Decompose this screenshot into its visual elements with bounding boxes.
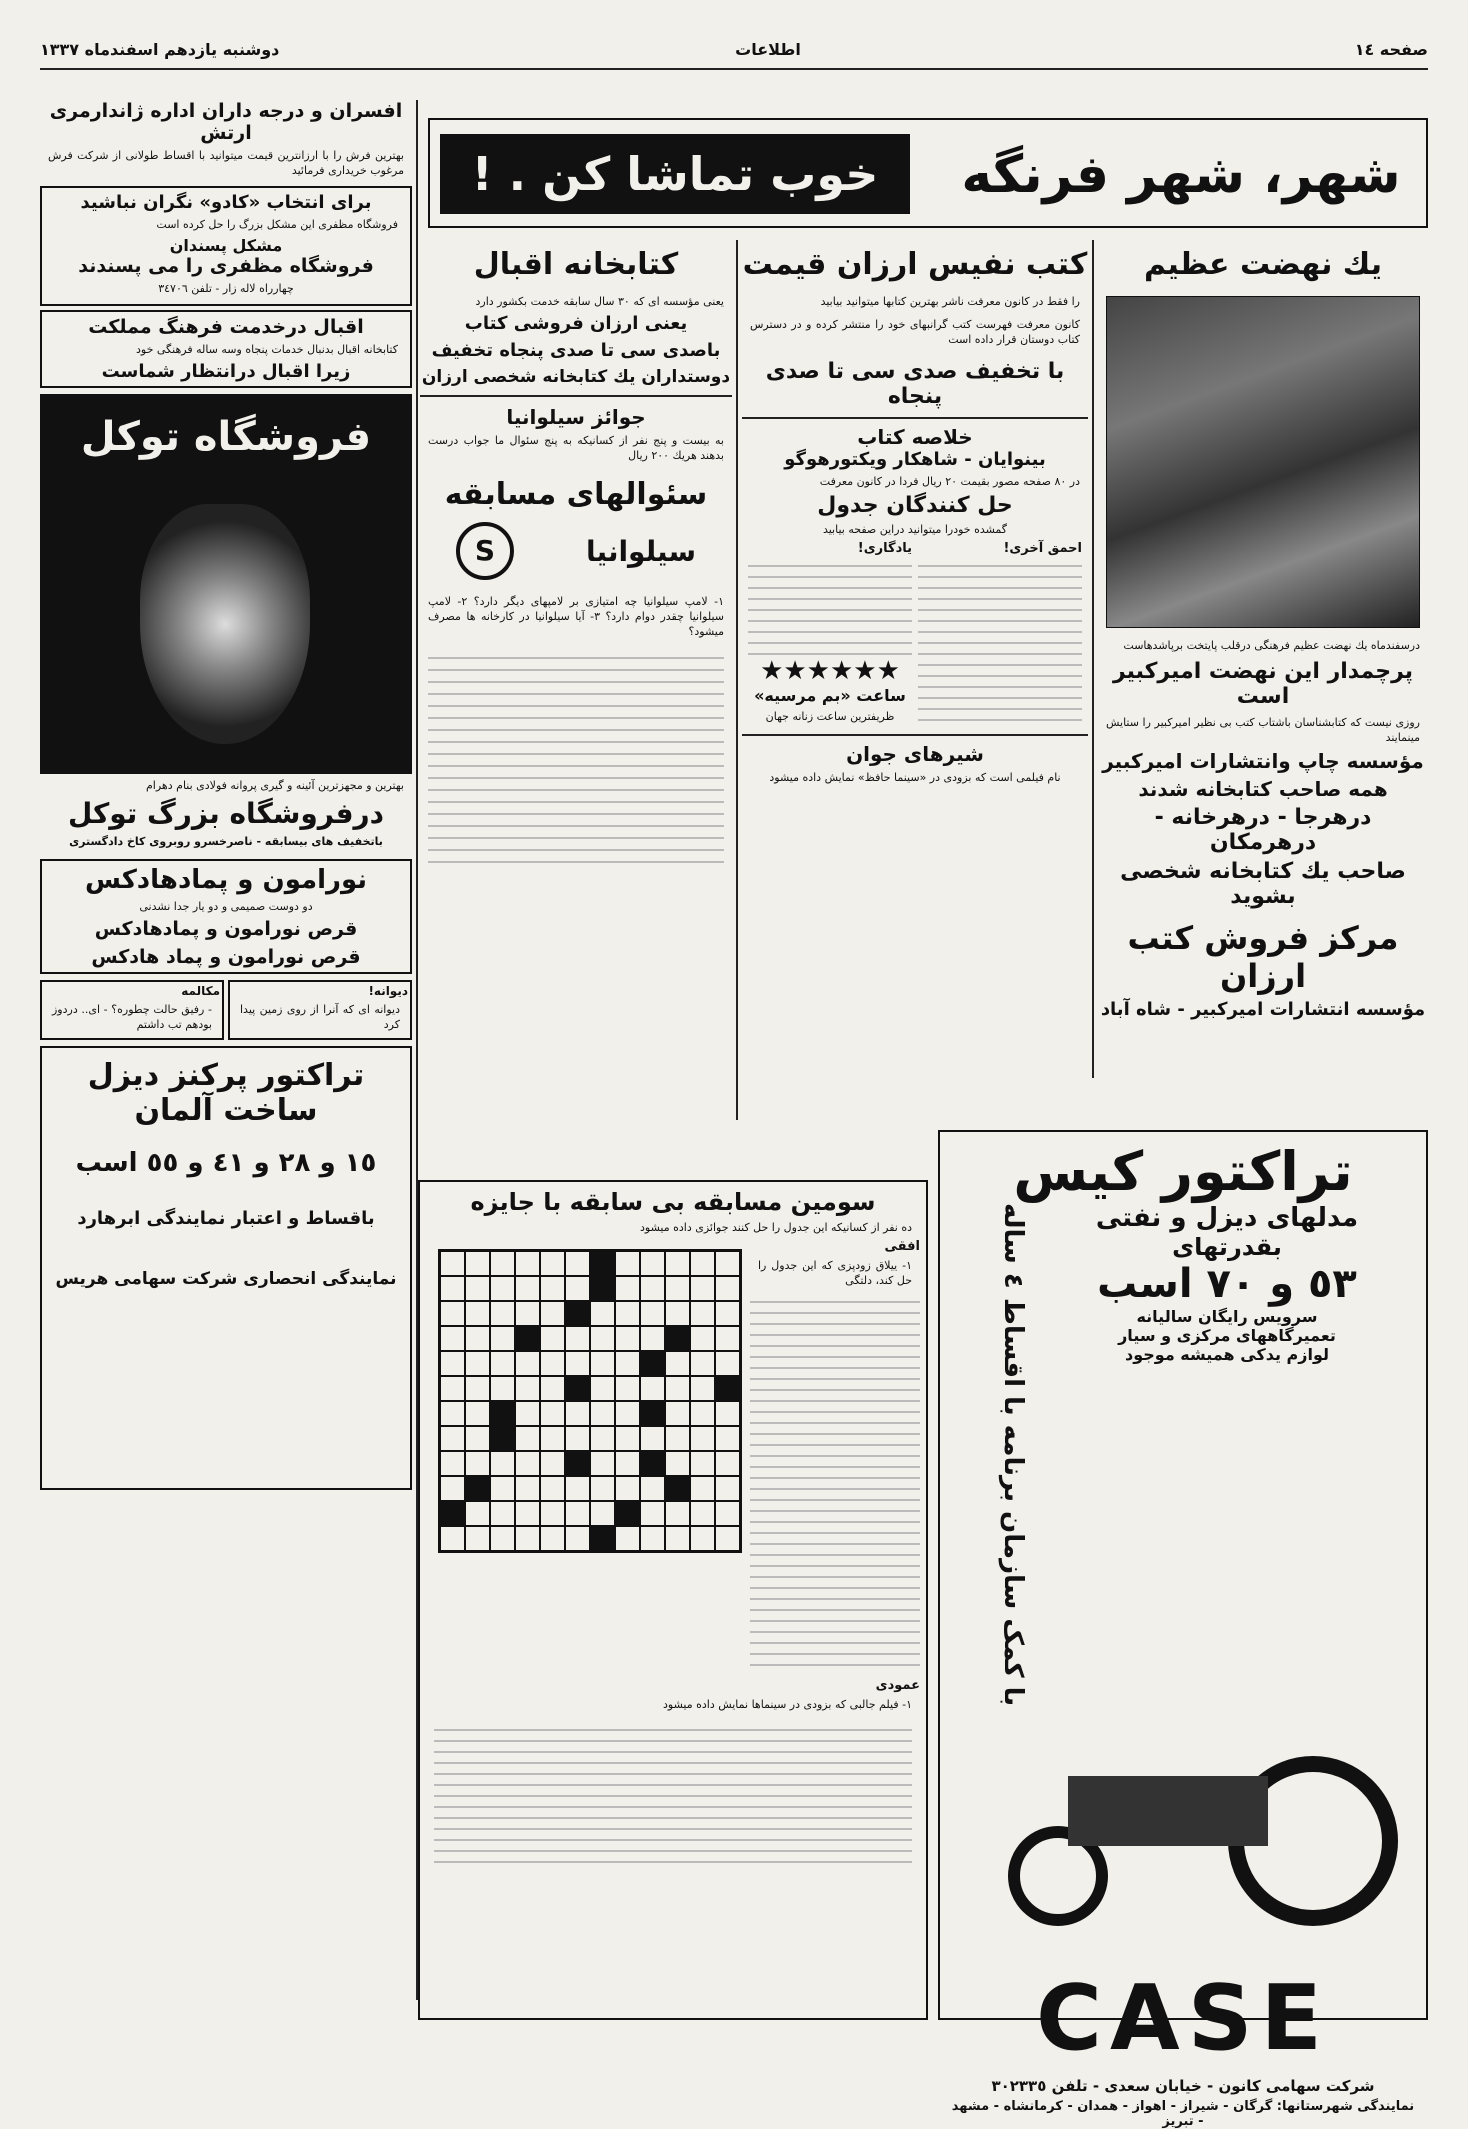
crossword-cell[interactable] — [515, 1276, 540, 1301]
crossword-cell[interactable] — [665, 1401, 690, 1426]
sylvania-logo-row — [420, 522, 732, 580]
crossword-cell — [665, 1326, 690, 1351]
crossword-cell[interactable] — [665, 1276, 690, 1301]
mozafari-big: فروشگاه مظفری را می پسندند — [78, 255, 374, 277]
crossword-cell[interactable] — [640, 1501, 665, 1526]
amirkabir-line4: صاحب یك کتابخانه شخصی بشوید — [1120, 859, 1406, 909]
perkins-title: تراکتور پرکنز دیزل ساخت آلمان — [87, 1058, 365, 1128]
crossword-cell[interactable] — [640, 1376, 665, 1401]
banner-left: خوب تماشا کن . ! — [440, 134, 910, 214]
eghbal-sub3: دوستداران یك کتابخانه شخصی ارزان — [421, 367, 731, 387]
crossword-cell[interactable] — [590, 1401, 615, 1426]
eghbal-sub2: باصدی سی تا صدی پنجاه تخفیف — [431, 340, 721, 361]
tavakol-addr: باتخفیف های بیسابقه - ناصرخسرو روبروی کاخ دادگستری — [69, 835, 383, 848]
crossword-cell[interactable] — [615, 1376, 640, 1401]
lions-text: نام فیلمی است که بزودی در «سینما حافظ» نمایش داده میشود — [769, 771, 1061, 784]
crossword-cell[interactable] — [565, 1251, 590, 1276]
perkins-models: ١٥ و ٢٨ و ٤١ و ٥٥ اسب — [75, 1148, 377, 1178]
crossword-cell[interactable] — [640, 1276, 665, 1301]
crossword-cell[interactable] — [440, 1526, 465, 1551]
crossword-cell[interactable] — [515, 1301, 540, 1326]
dialog-title: مکالمه — [181, 984, 220, 998]
crossword-cell[interactable] — [540, 1276, 565, 1301]
down-title: عمودی — [875, 1678, 920, 1693]
crossword-cell[interactable] — [490, 1526, 515, 1551]
crossword-cell[interactable] — [715, 1526, 740, 1551]
crossword-cell[interactable] — [440, 1401, 465, 1426]
kanoon-column — [742, 240, 1088, 1120]
crossword-cell[interactable] — [465, 1376, 490, 1401]
crossword-cell[interactable] — [690, 1276, 715, 1301]
crossword-text: ده نفر از کسانیکه این جدول را حل کنند جوائزی داده میشود — [640, 1221, 912, 1234]
amirkabir-address: مؤسسه انتشارات امیرکبیر - شاه آباد — [1100, 999, 1426, 1020]
crossword-cell[interactable] — [440, 1451, 465, 1476]
crossword-title: سومین مسابقه بی سابقه با جایزه — [470, 1188, 876, 1216]
sylvania-logo-icon: S — [456, 522, 514, 580]
crossword-clues — [750, 1239, 920, 1672]
ad-eghbal — [40, 310, 412, 388]
sylvania-questions: ١- لامپ سیلوانیا چه امتیازی بر لامپهای دیگر دارد؟ ٢- لامپ سیلوانیا چقدر دوام دارد؟ ٣- آیا سیلوانیا در کارخانه ها مصرف میشود؟ — [428, 595, 725, 638]
crossword-cell — [440, 1501, 465, 1526]
crossword-cell[interactable] — [715, 1301, 740, 1326]
summary-text: در ٨٠ صفحه مصور بقیمت ٢٠ ریال فردا در کانون معرفت — [819, 475, 1080, 488]
crossword-cell[interactable] — [515, 1351, 540, 1376]
crossword-cell — [590, 1526, 615, 1551]
case-hp: ٥٣ و ٧٠ اسب — [1097, 1261, 1357, 1307]
header-rule — [40, 68, 1428, 70]
case-brand: CASE — [1035, 1966, 1330, 2072]
humor-a-text — [748, 556, 912, 656]
crossword-cell[interactable] — [690, 1301, 715, 1326]
crossword-cell[interactable] — [465, 1326, 490, 1351]
mozafari-sub: مشکل پسندان — [169, 236, 283, 255]
banner-right: شهر، شهر فرنگه — [961, 145, 1401, 205]
kanoon-text1: را فقط در کانون معرفت ناشر بهترین کتابها میتوانید بیابید — [820, 295, 1080, 308]
crossword-cell[interactable] — [665, 1451, 690, 1476]
crossword-cell[interactable] — [715, 1326, 740, 1351]
photo-caption: درسفندماه یك نهضت عظیم فرهنگی درقلب پایتخت برپاشدهاست — [1123, 639, 1420, 652]
crossword-cell[interactable] — [690, 1251, 715, 1276]
crossword-cell[interactable] — [440, 1376, 465, 1401]
issue-date: دوشنبه یازدهم اسفندماه ١٣٣٧ — [40, 40, 280, 59]
ad-dialog — [40, 980, 224, 1040]
crossword-cell[interactable] — [565, 1326, 590, 1351]
ad-mozafari — [40, 186, 412, 306]
amirkabir-publisher: مؤسسه چاپ وانتشارات امیرکبیر — [1102, 749, 1424, 773]
crossword-cell[interactable] — [540, 1251, 565, 1276]
crossword-cell[interactable] — [440, 1251, 465, 1276]
across-more — [750, 1292, 920, 1672]
crossword-cell[interactable] — [440, 1326, 465, 1351]
ad-carpet-text: بهترین فرش را با ارزانترین قیمت میتوانید با اقساط طولانی از شرکت فرش مرغوب خریداری فرمائید — [48, 149, 404, 177]
crossword-cell[interactable] — [615, 1251, 640, 1276]
crossword-cell[interactable] — [440, 1301, 465, 1326]
crossword-cell[interactable] — [515, 1451, 540, 1476]
nouramoun-big2: قرص نورامون و پماد هادکس — [91, 946, 361, 968]
crossword-cell[interactable] — [715, 1276, 740, 1301]
case-ad — [938, 1130, 1428, 2129]
summary-title: خلاصه کتاب — [857, 425, 973, 449]
crossword-cell[interactable] — [565, 1401, 590, 1426]
crossword-cell[interactable] — [665, 1351, 690, 1376]
rule-col2 — [736, 240, 738, 1120]
crossword-cell[interactable] — [640, 1476, 665, 1501]
bookfair-photo — [1106, 296, 1420, 628]
crossword-cell[interactable] — [665, 1426, 690, 1451]
crossword-cell[interactable] — [465, 1401, 490, 1426]
kanoon-headline: کتب نفیس ارزان قیمت — [742, 247, 1088, 282]
nouramoun-title: نورامون و پمادهادکس — [84, 865, 368, 895]
nouramoun-text: دو دوست صمیمی و دو یار جدا نشدنی — [139, 900, 313, 913]
down-text: ١- فیلم جالبی که بزودی در سینماها نمایش داده میشود — [663, 1698, 912, 1711]
crossword-cell[interactable] — [440, 1276, 465, 1301]
eghbal-sub1: یعنی ارزان فروشی کتاب — [464, 313, 688, 334]
crossword-cell[interactable] — [615, 1476, 640, 1501]
tavakol-text: بهترین و مجهزترین آئینه و گیری پروانه فولادی بنام دهرام — [146, 779, 404, 792]
amirkabir-subhead: پرچمدار این نهضت امیرکبیر است — [1112, 659, 1414, 709]
eghbal-ad-text: کتابخانه اقبال بدنبال خدمات پنجاه وسه ساله فرهنگی خود — [136, 343, 398, 356]
crossword-cell[interactable] — [590, 1451, 615, 1476]
crossword-cell[interactable] — [565, 1526, 590, 1551]
crossword-cell[interactable] — [690, 1326, 715, 1351]
crossword-cell[interactable] — [640, 1251, 665, 1276]
crossword-cell[interactable] — [665, 1301, 690, 1326]
crossword-cell[interactable] — [540, 1301, 565, 1326]
crossword-cell[interactable] — [465, 1526, 490, 1551]
humor-b-title: احمق آخری! — [1003, 541, 1082, 556]
crossword-cell — [465, 1476, 490, 1501]
crossword-cell[interactable] — [515, 1501, 540, 1526]
crossword-cell[interactable] — [690, 1451, 715, 1476]
crossword-cell[interactable] — [590, 1376, 615, 1401]
crossword-cell[interactable] — [615, 1301, 640, 1326]
crossword-cell[interactable] — [540, 1501, 565, 1526]
crossword-cell — [565, 1451, 590, 1476]
case-models — [1036, 1203, 1418, 1706]
crossword-cell[interactable] — [465, 1301, 490, 1326]
across-title: افقی — [884, 1239, 920, 1254]
crossword-cell — [640, 1451, 665, 1476]
crossword-cell[interactable] — [615, 1401, 640, 1426]
crossword-cell[interactable] — [540, 1326, 565, 1351]
crossword-cell[interactable] — [615, 1426, 640, 1451]
case-diesel: مدلهای دیزل و نفتی — [1095, 1203, 1359, 1233]
crossword-cell — [640, 1351, 665, 1376]
crossword-cell[interactable] — [615, 1326, 640, 1351]
crossword-cell — [715, 1376, 740, 1401]
solvers-sub: گمشده خودرا میتوانید دراین صفحه بیابید — [822, 523, 1008, 536]
crossword-cell[interactable] — [615, 1526, 640, 1551]
perkins-agent: نمایندگی انحصاری شرکت سهامی هریس — [55, 1269, 397, 1289]
ad-carpet-title: افسران و درجه داران اداره ژاندارمری ارتش — [49, 100, 403, 144]
crossword-cell[interactable] — [440, 1426, 465, 1451]
crossword-cell[interactable] — [490, 1301, 515, 1326]
ad-crazy — [228, 980, 412, 1040]
crossword-cell[interactable] — [515, 1426, 540, 1451]
newspaper-page — [40, 40, 1428, 2129]
crossword-cell[interactable] — [465, 1451, 490, 1476]
down-more — [434, 1720, 912, 1870]
crossword-cell[interactable] — [540, 1451, 565, 1476]
humor-col-a — [748, 541, 912, 728]
crossword-cell[interactable] — [715, 1351, 740, 1376]
amirkabir-line2: همه صاحب کتابخانه شدند — [1138, 777, 1388, 801]
ad-perkins — [40, 1046, 412, 1490]
crossword-cell[interactable] — [715, 1401, 740, 1426]
prizes-title: جوائز سیلوانیا — [506, 405, 646, 429]
crossword-body — [426, 1239, 920, 1672]
crossword-cell[interactable] — [490, 1376, 515, 1401]
case-power: بقدرتهای — [1172, 1233, 1282, 1261]
clock-sub: ظریفترین ساعت زنانه جهان — [765, 710, 895, 723]
crossword-cell — [665, 1476, 690, 1501]
crossword-cell[interactable] — [540, 1476, 565, 1501]
case-side: با کمک سازمان برنامه با اقساط ٤ ساله — [998, 1203, 1028, 1707]
eghbal-ad-big: زیرا اقبال درانتظار شماست — [101, 361, 351, 382]
mozafari-title: برای انتخاب «کادو» نگران نباشید — [80, 192, 372, 213]
crossword-cell — [565, 1301, 590, 1326]
crazy-text: دیوانه ای که آنرا از روی زمین پیدا کرد — [240, 1003, 400, 1031]
amirkabir-column — [1098, 240, 1428, 1080]
crossword-cell[interactable] — [490, 1351, 515, 1376]
eghbal-rule — [420, 395, 732, 397]
eghbal-text1: یعنی مؤسسه ای که ٣٠ سال سابقه خدمت بکشور دارد — [475, 295, 724, 308]
sylvania-brand: سیلوانیا — [586, 534, 697, 568]
humor-b-text — [918, 556, 1082, 726]
crossword-cell[interactable] — [540, 1426, 565, 1451]
crossword-cell[interactable] — [615, 1451, 640, 1476]
crossword-cell[interactable] — [590, 1476, 615, 1501]
case-repair: تعمیرگاههای مرکزی و سیار — [1118, 1326, 1336, 1345]
kanoon-rule2 — [742, 734, 1088, 736]
small-ads-row — [40, 980, 412, 1040]
crossword-cell — [515, 1326, 540, 1351]
crossword-cell[interactable] — [640, 1526, 665, 1551]
crossword-cell[interactable] — [665, 1501, 690, 1526]
crossword-cell[interactable] — [665, 1376, 690, 1401]
crossword-cell[interactable] — [490, 1276, 515, 1301]
crossword-cell[interactable] — [490, 1251, 515, 1276]
crossword-cell[interactable] — [690, 1501, 715, 1526]
crossword-cell[interactable] — [565, 1276, 590, 1301]
crossword-cell — [590, 1276, 615, 1301]
crossword-cell[interactable] — [615, 1276, 640, 1301]
crossword-cell[interactable] — [565, 1501, 590, 1526]
crazy-title: دیوانه! — [368, 984, 408, 998]
rule-col1 — [1092, 240, 1094, 1078]
crossword-cell[interactable] — [515, 1401, 540, 1426]
crossword-cell — [615, 1501, 640, 1526]
clock-title: ساعت «بم مرسیه» — [754, 686, 906, 705]
sylvania-more-text — [428, 647, 724, 867]
mozafari-addr: چهارراه لاله زار - تلفن ٣٤٧٠٦ — [158, 282, 294, 295]
crossword-cell[interactable] — [465, 1501, 490, 1526]
mozafari-text: فروشگاه مظفری این مشکل بزرگ را حل کرده است — [156, 218, 398, 231]
crossword-cell[interactable] — [465, 1426, 490, 1451]
chandelier-icon — [140, 504, 310, 744]
ads-column — [40, 100, 412, 2020]
crossword-cell[interactable] — [515, 1251, 540, 1276]
tavakol-big: درفروشگاه بزرگ توکل — [67, 797, 385, 830]
crossword-cell[interactable] — [715, 1451, 740, 1476]
prizes-text: به بیست و پنج نفر از کسانیکه به پنج سئوال ما جواب درست بدهند هریك ٢٠٠ ریال — [428, 434, 724, 462]
tractor-icon — [948, 1716, 1418, 1956]
crossword-cell[interactable] — [640, 1426, 665, 1451]
crossword-grid[interactable] — [438, 1249, 742, 1553]
crossword-cell[interactable] — [690, 1526, 715, 1551]
crossword-cell[interactable] — [590, 1301, 615, 1326]
crossword-cell[interactable] — [590, 1426, 615, 1451]
crossword-cell[interactable] — [690, 1401, 715, 1426]
crossword-cell[interactable] — [690, 1476, 715, 1501]
humor-columns — [742, 541, 1088, 728]
crossword-cell — [490, 1426, 515, 1451]
crossword-cell[interactable] — [540, 1526, 565, 1551]
humor-a-title: یادگاری! — [857, 541, 912, 556]
crossword-cell[interactable] — [490, 1476, 515, 1501]
crossword-cell[interactable] — [515, 1376, 540, 1401]
crossword-cell[interactable] — [540, 1351, 565, 1376]
crossword-cell — [565, 1376, 590, 1401]
crossword-cell[interactable] — [590, 1326, 615, 1351]
crossword-cell — [590, 1251, 615, 1276]
eghbal-column — [420, 240, 732, 1200]
across-text: ١- ییلاق زودپزی که این جدول را حل کند، دلتگی — [758, 1259, 912, 1287]
amirkabir-center: مرکز فروش کتب ارزان — [1127, 919, 1399, 995]
crossword-cell[interactable] — [690, 1376, 715, 1401]
perkins-text: باقساط و اعتبار نمایندگی ابرهارد — [77, 1208, 375, 1229]
crossword-cell[interactable] — [465, 1351, 490, 1376]
solvers-title: حل کنندگان جدول — [817, 493, 1013, 518]
crossword-cell[interactable] — [715, 1476, 740, 1501]
crossword-cell[interactable] — [690, 1426, 715, 1451]
case-company: شرکت سهامی کانون - خیابان سعدی - تلفن ٣٠٢٣٣٥ — [991, 2077, 1375, 2096]
crossword-cell[interactable] — [665, 1526, 690, 1551]
eghbal-headline: کتابخانه اقبال — [473, 247, 679, 282]
eghbal-ad-title: اقبال درخدمت فرهنگ مملکت — [88, 316, 364, 338]
lions-title: شیرهای جوان — [846, 742, 984, 766]
nouramoun-big1: قرص نورامون و پمادهادکس — [94, 918, 358, 940]
kanoon-text2: کانون معرفت فهرست کتب گرانبهای خود را منتشر کرده و در دسترس کتاب دوستان قرار داده است — [750, 318, 1080, 346]
crossword-cell[interactable] — [515, 1476, 540, 1501]
paper-name: اطلاعات — [735, 40, 801, 59]
crossword-cell[interactable] — [665, 1251, 690, 1276]
amirkabir-line3: درهرجا - درهرخانه - درهرمکان — [1154, 805, 1372, 855]
crossword-section — [418, 1180, 928, 2020]
crossword-cell[interactable] — [515, 1526, 540, 1551]
banner-ad — [428, 118, 1428, 228]
tractor-body-icon — [1068, 1776, 1268, 1846]
case-mid — [948, 1203, 1418, 1706]
dialog-text: - رفیق حالت چطوره؟ - ای.. دردوز بودهم تب داشتم — [52, 1003, 212, 1031]
crossword-cell[interactable] — [690, 1351, 715, 1376]
crossword-cell[interactable] — [465, 1276, 490, 1301]
crossword-cell[interactable] — [565, 1351, 590, 1376]
stars: ★★★★★★ — [760, 656, 900, 686]
case-parts: لوازم یدکی همیشه موجود — [1125, 1345, 1329, 1364]
crossword-cell[interactable] — [590, 1501, 615, 1526]
crossword-cell[interactable] — [590, 1351, 615, 1376]
ad-tavakol — [40, 394, 412, 774]
amirkabir-text: روزی نیست که کتابشناسان باشتاب کتب بی نظیر امیرکبیر را ستایش مینمایند — [1106, 716, 1420, 744]
crossword-cell — [490, 1401, 515, 1426]
crossword-cell[interactable] — [615, 1351, 640, 1376]
amirkabir-headline: یك نهضت عظیم — [1144, 247, 1382, 282]
case-service: سرویس رایگان سالیانه — [1136, 1307, 1318, 1326]
crossword-cell[interactable] — [715, 1426, 740, 1451]
crossword-cell[interactable] — [490, 1451, 515, 1476]
case-agents: نمایندگی شهرستانها: گرگان - شیراز - اهواز - همدان - کرمانشاه - مشهد - تبریز — [951, 2099, 1415, 2129]
crossword-cell[interactable] — [565, 1476, 590, 1501]
crossword-cell[interactable] — [715, 1251, 740, 1276]
page-number: صفحه ١٤ — [1354, 40, 1428, 59]
tavakol-title: فروشگاه توکل — [80, 414, 372, 460]
summary-sub: بینوایان - شاهکار ویکتورهوگو — [784, 449, 1046, 470]
humor-col-b — [918, 541, 1082, 728]
kanoon-discount: با تخفیف صدی سی تا صدی پنجاه — [765, 359, 1065, 409]
case-top: تراکتور کیس — [1013, 1140, 1353, 1203]
crossword-cell[interactable] — [440, 1351, 465, 1376]
crossword-cell[interactable] — [640, 1301, 665, 1326]
crossword-cell[interactable] — [465, 1251, 490, 1276]
crossword-cell[interactable] — [540, 1376, 565, 1401]
crossword-cell[interactable] — [490, 1501, 515, 1526]
crossword-cell[interactable] — [540, 1401, 565, 1426]
crossword-cell[interactable] — [490, 1326, 515, 1351]
kanoon-rule1 — [742, 417, 1088, 419]
crossword-cell[interactable] — [440, 1476, 465, 1501]
crossword-cell — [640, 1401, 665, 1426]
ad-nouramoun — [40, 859, 412, 974]
crossword-cell[interactable] — [565, 1426, 590, 1451]
crossword-cell[interactable] — [715, 1501, 740, 1526]
crossword-cell[interactable] — [640, 1326, 665, 1351]
contest-title: سئوالهای مسابقه — [444, 477, 708, 512]
